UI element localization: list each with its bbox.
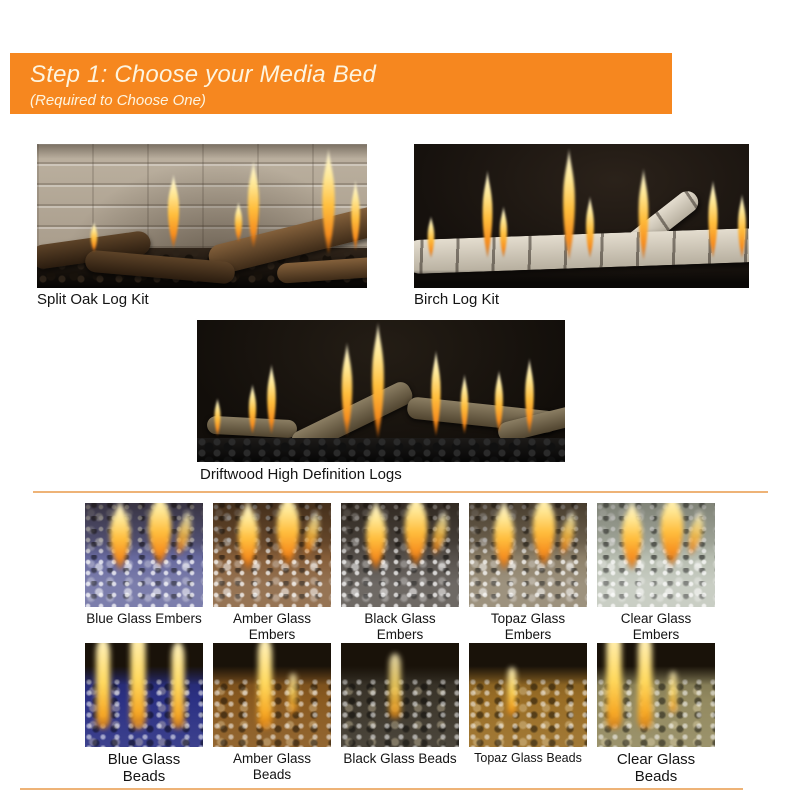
black-glass-beads-image (341, 643, 459, 747)
media-option-blue-glass-embers[interactable] (85, 503, 203, 627)
blue-glass-embers-image (85, 503, 203, 607)
flame (655, 503, 689, 567)
flame (91, 643, 115, 729)
media-option-split-oak-log-kit[interactable] (37, 144, 367, 288)
flame (399, 503, 433, 567)
flame (527, 503, 561, 567)
media-label-clear-glass-embers: Clear Glass Embers (620, 611, 692, 642)
flame (233, 503, 263, 571)
media-label-split-oak-log-kit: Split Oak Log Kit (37, 291, 149, 308)
flame (584, 196, 596, 258)
amber-glass-embers-image (213, 503, 331, 607)
birch-log (414, 228, 749, 274)
flame (213, 398, 222, 436)
flame (706, 180, 720, 258)
flame (601, 643, 627, 729)
flame (480, 170, 495, 258)
flame (233, 202, 244, 242)
media-option-driftwood-hd-logs[interactable] (197, 320, 565, 462)
media-option-amber-glass-embers[interactable] (213, 503, 331, 643)
flame (429, 350, 443, 436)
media-label-blue-glass-beads: Blue Glass Beads (107, 751, 181, 785)
flame (385, 653, 405, 719)
media-option-topaz-glass-beads[interactable] (469, 643, 587, 766)
flame (505, 667, 519, 715)
media-label-blue-glass-embers: Blue Glass Embers (86, 611, 202, 626)
flame (143, 503, 177, 567)
flame (667, 671, 679, 713)
media-label-clear-glass-beads: Clear Glass Beads (616, 751, 696, 785)
flame (319, 148, 338, 254)
blue-glass-beads-image (85, 643, 203, 747)
flame (498, 206, 509, 258)
flame (167, 643, 189, 729)
media-label-black-glass-beads: Black Glass Beads (343, 751, 457, 766)
ember-bed (414, 270, 749, 288)
media-label-driftwood-hd-logs: Driftwood High Definition Logs (200, 466, 402, 483)
media-label-topaz-glass-beads: Topaz Glass Beads (474, 751, 582, 765)
media-option-birch-log-kit[interactable] (414, 144, 749, 288)
flame (523, 358, 536, 434)
flame (617, 503, 647, 571)
flame (361, 503, 391, 571)
flame (165, 174, 182, 248)
media-option-amber-glass-beads[interactable] (213, 643, 331, 783)
media-option-clear-glass-embers[interactable] (597, 503, 715, 643)
step-title: Step 1: Choose your Media Bed (30, 61, 377, 88)
amber-glass-beads-image (213, 643, 331, 747)
flame (426, 216, 436, 258)
media-label-amber-glass-embers: Amber Glass Embers (232, 611, 312, 642)
media-option-blue-glass-beads[interactable] (85, 643, 203, 785)
section-divider-top (33, 491, 768, 493)
step-requirement-note: (Required to Choose One) (30, 92, 206, 109)
pebble-bed (197, 438, 565, 462)
media-label-amber-glass-beads: Amber Glass Beads (232, 751, 312, 782)
flame (633, 643, 657, 729)
clear-glass-embers-image (597, 503, 715, 607)
flame (369, 322, 387, 438)
flame (247, 384, 258, 434)
media-option-black-glass-embers[interactable] (341, 503, 459, 643)
flame (349, 180, 362, 250)
flame (493, 370, 505, 432)
flame (489, 503, 519, 571)
flame (287, 673, 299, 713)
media-label-black-glass-embers: Black Glass Embers (364, 611, 436, 642)
clear-glass-beads-image (597, 643, 715, 747)
flame (560, 148, 578, 260)
flame (253, 643, 277, 729)
media-option-topaz-glass-embers[interactable] (469, 503, 587, 643)
flame (736, 194, 748, 258)
flame (339, 342, 355, 436)
flame (265, 364, 278, 434)
topaz-glass-beads-image (469, 643, 587, 747)
flame (636, 168, 651, 260)
bead-texture (469, 679, 587, 747)
flame (459, 374, 470, 434)
black-glass-embers-image (341, 503, 459, 607)
media-label-topaz-glass-embers: Topaz Glass Embers (490, 611, 566, 642)
flame (271, 503, 305, 567)
flame (89, 222, 99, 252)
flame (125, 643, 151, 729)
media-label-birch-log-kit: Birch Log Kit (414, 291, 500, 308)
step-header-banner (10, 53, 672, 114)
media-option-black-glass-beads[interactable] (341, 643, 459, 767)
flame (245, 160, 262, 248)
topaz-glass-embers-image (469, 503, 587, 607)
section-divider-bottom (20, 788, 743, 790)
media-option-clear-glass-beads[interactable] (597, 643, 715, 785)
flame (105, 503, 135, 571)
dark-backdrop (469, 643, 587, 685)
